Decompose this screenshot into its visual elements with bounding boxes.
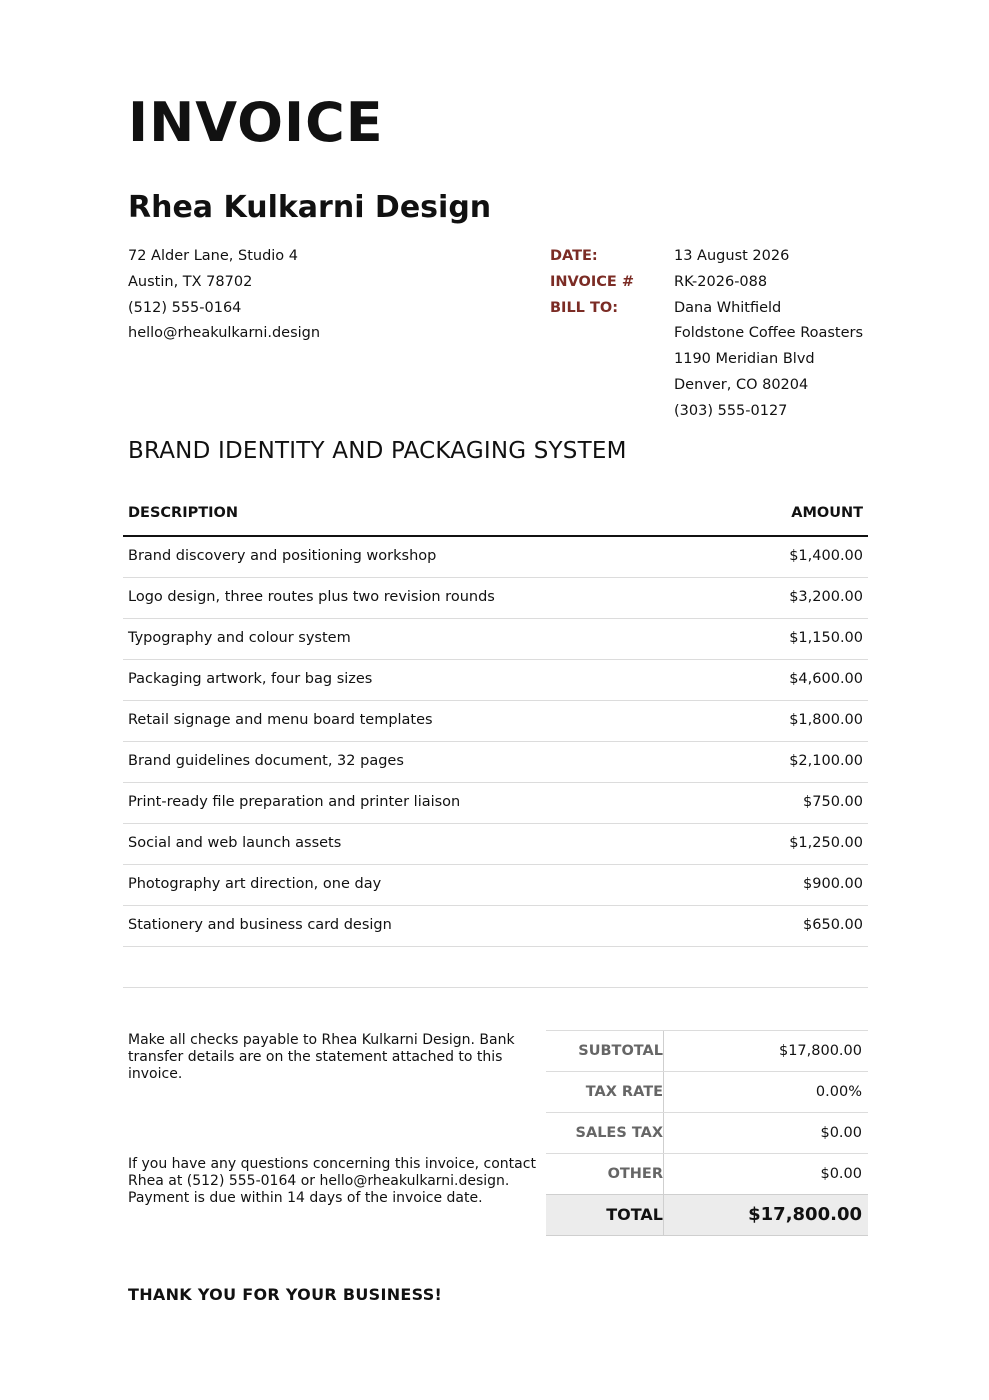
bill-to-phone: (303) 555-0127	[674, 402, 788, 419]
item-amount: $3,200.00	[789, 589, 863, 605]
address-street: 72 Alder Lane, Studio 4	[128, 248, 299, 264]
questions-note: If you have any questions concerning this invoice, contact Rhea at (512) 555-0164 or hello@rheakulkarni.design. Payment is due within 14 days of the invoice date.	[128, 1156, 536, 1206]
subtotal-value: $17,800.00	[778, 1043, 862, 1059]
date-label: DATE:	[550, 248, 598, 264]
sales-tax-label: SALES TAX	[546, 1113, 664, 1153]
bill-to-street: 1190 Meridian Blvd	[674, 351, 815, 368]
tax-rate-value: 0.00%	[815, 1084, 862, 1100]
item-description: Retail signage and menu board templates	[128, 712, 433, 728]
item-amount: $650.00	[803, 917, 863, 933]
company-address	[128, 244, 320, 347]
table-row	[123, 865, 868, 906]
company-name: Rhea Kulkarni Design	[128, 190, 492, 225]
company-phone: (512) 555-0164	[128, 299, 242, 316]
table-row	[123, 701, 868, 742]
invoice-title: INVOICE	[128, 91, 384, 154]
tax-rate-row	[546, 1071, 868, 1112]
totals-table	[546, 1030, 868, 1236]
invoice-date: 13 August 2026	[674, 248, 790, 264]
other-label: OTHER	[546, 1154, 664, 1194]
bill-to-city: Denver, CO 80204	[674, 376, 809, 393]
item-amount: $1,150.00	[789, 630, 863, 646]
table-row	[123, 660, 868, 701]
table-row	[123, 906, 868, 947]
table-row-empty	[123, 947, 868, 988]
address-city: Austin, TX 78702	[128, 273, 253, 290]
item-description: Logo design, three routes plus two revision rounds	[128, 589, 495, 605]
table-row	[123, 783, 868, 824]
description-header: DESCRIPTION	[128, 505, 238, 521]
table-row	[123, 619, 868, 660]
amount-header: AMOUNT	[791, 505, 863, 521]
item-amount: $900.00	[803, 876, 863, 892]
subtotal-row	[546, 1030, 868, 1071]
thank-you-message: THANK YOU FOR YOUR BUSINESS!	[128, 1285, 443, 1304]
item-description: Packaging artwork, four bag sizes	[128, 671, 373, 687]
item-amount: $1,800.00	[789, 712, 863, 728]
item-description: Print-ready file preparation and printer liaison	[128, 794, 461, 810]
item-description: Brand discovery and positioning workshop	[128, 548, 437, 564]
table-row	[123, 578, 868, 619]
total-label: TOTAL	[546, 1195, 664, 1235]
item-amount: $1,250.00	[789, 835, 863, 851]
item-description: Photography art direction, one day	[128, 876, 382, 892]
other-value: $0.00	[820, 1166, 862, 1182]
item-description: Stationery and business card design	[128, 917, 392, 933]
project-title: BRAND IDENTITY AND PACKAGING SYSTEM	[128, 438, 627, 464]
table-row	[123, 537, 868, 578]
sales-tax-value: $0.00	[820, 1125, 862, 1141]
total-row	[546, 1194, 868, 1236]
meta-labels	[550, 244, 634, 321]
bill-to-company: Foldstone Coffee Roasters	[674, 325, 864, 342]
item-amount: $4,600.00	[789, 671, 863, 687]
item-description: Brand guidelines document, 32 pages	[128, 753, 404, 769]
line-items-table	[123, 496, 868, 988]
invoice-number-label: INVOICE #	[550, 273, 634, 290]
item-amount: $2,100.00	[789, 753, 863, 769]
company-email: hello@rheakulkarni.design	[128, 325, 321, 342]
total-value: $17,800.00	[748, 1204, 862, 1225]
meta-values	[674, 244, 863, 425]
item-description: Typography and colour system	[128, 630, 351, 646]
invoice-number: RK-2026-088	[674, 273, 768, 290]
bill-to-name: Dana Whitfield	[674, 299, 782, 316]
other-row	[546, 1153, 868, 1194]
table-row	[123, 742, 868, 783]
bill-to-label: BILL TO:	[550, 299, 618, 316]
subtotal-label: SUBTOTAL	[546, 1031, 664, 1071]
item-amount: $1,400.00	[789, 548, 863, 564]
table-row	[123, 824, 868, 865]
sales-tax-row	[546, 1112, 868, 1153]
payment-note: Make all checks payable to Rhea Kulkarni Design. Bank transfer details are on the statement attached to this invoice.	[128, 1032, 515, 1082]
table-header	[123, 496, 868, 537]
item-amount: $750.00	[803, 794, 863, 810]
item-description: Social and web launch assets	[128, 835, 342, 851]
tax-rate-label: TAX RATE	[546, 1072, 664, 1112]
